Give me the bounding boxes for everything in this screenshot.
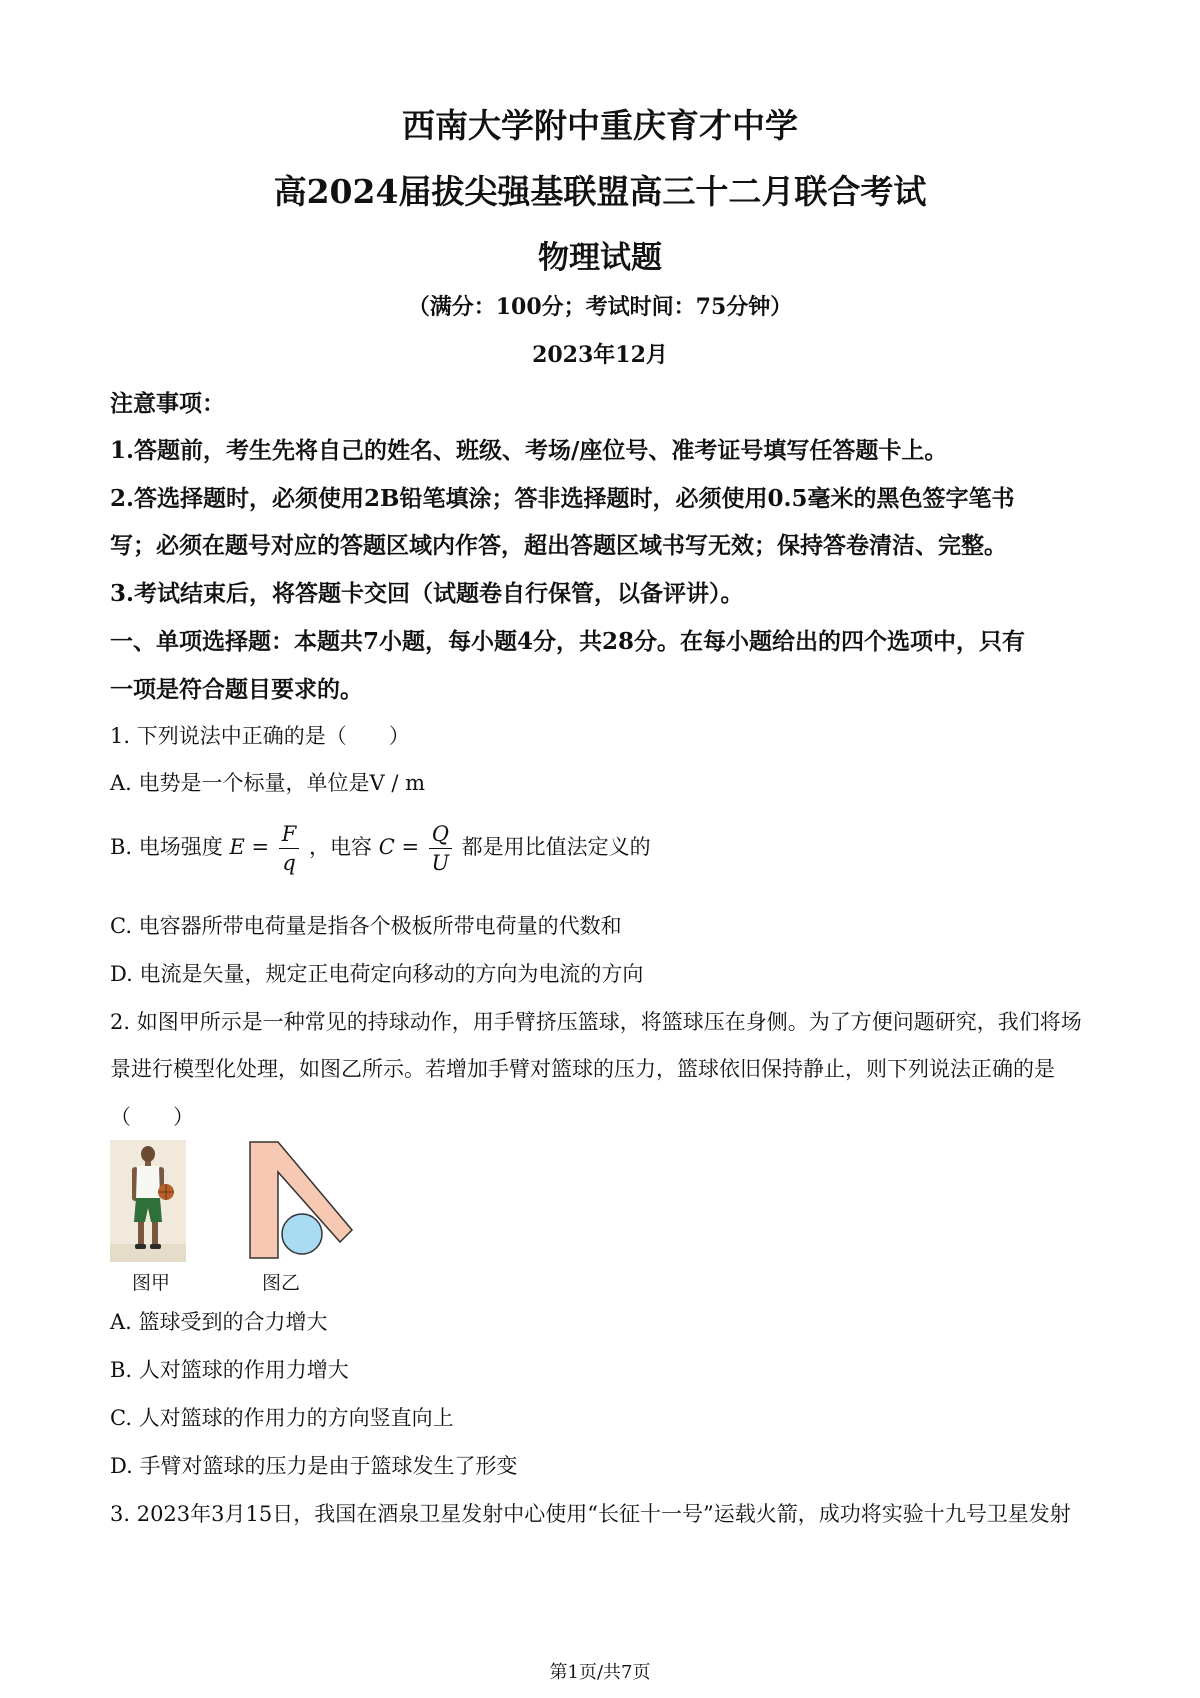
- q2-stem-line-2: 景进行模型化处理，如图乙所示。若增加手臂对篮球的压力，篮球依旧保持静止，则下列说法正确的是: [110, 1057, 1055, 1081]
- section-1-line-2: 一项是符合题目要求的。: [110, 676, 363, 703]
- basketball-circle: [282, 1214, 322, 1254]
- figure-a-photo: [110, 1140, 186, 1262]
- figure-b-diagram: [246, 1138, 356, 1262]
- formula-e-denominator: q: [282, 851, 296, 875]
- formula-c-numerator: Q: [429, 820, 452, 849]
- subject-title: 物理试题: [538, 240, 662, 276]
- q2-stem-line-1: 2. 如图甲所示是一种常见的持球动作，用手臂挤压篮球，将篮球压在身侧。为了方便问题研究，我们将场: [110, 1010, 1082, 1034]
- exam-date: 2023年12月: [532, 342, 668, 368]
- notice-item-1: 1.答题前，考生先将自己的姓名、班级、考场/座位号、准考证号填写任答题卡上。: [110, 437, 948, 464]
- notice-item-2-line-1: 2.答选择题时，必须使用2B铅笔填涂；答非选择题时，必须使用0.5毫米的黑色签字笔书: [110, 485, 1015, 512]
- figure-a-caption: 图甲: [132, 1272, 171, 1294]
- formula-c-denominator: U: [431, 851, 450, 875]
- arm-ball-model-diagram: [246, 1138, 356, 1262]
- q3-stem-line-1: 3. 2023年3月15日，我国在酒泉卫星发射中心使用“长征十一号”运载火箭，成功将实验十九号卫星发射: [110, 1502, 1071, 1526]
- q2-stem-line-3: （ ）: [110, 1105, 194, 1129]
- q1-stem: 1. 下列说法中正确的是（ ）: [110, 724, 410, 748]
- q2-option-a: A. 篮球受到的合力增大: [110, 1310, 328, 1334]
- q2-option-d: D. 手臂对篮球的压力是由于篮球发生了形变: [110, 1454, 518, 1478]
- q2-option-b: B. 人对篮球的作用力增大: [110, 1358, 349, 1382]
- q1-option-a: A. 电势是一个标量，单位是V / m: [110, 771, 426, 795]
- q1-option-b: [110, 820, 1100, 877]
- q2-option-c: C. 人对篮球的作用力的方向竖直向上: [110, 1406, 454, 1430]
- q1-option-b-prefix: B. 电场强度: [110, 835, 223, 859]
- q1-option-b-suffix: 都是用比值法定义的: [461, 835, 651, 859]
- exam-title: 高2024届拔尖强基联盟高三十二月联合考试: [273, 172, 927, 211]
- school-title: 西南大学附中重庆育才中学: [402, 106, 798, 145]
- score-time: （满分：100分；考试时间：75分钟）: [407, 294, 793, 320]
- formula-e-numerator: F: [279, 820, 300, 849]
- notice-item-3: 3.考试结束后，将答题卡交回（试题卷自行保管，以备评讲）。: [110, 580, 744, 607]
- formula-c-lhs: C =: [378, 835, 420, 859]
- formula-e-fraction: [279, 820, 300, 877]
- section-1-line-1: 一、单项选择题：本题共7小题，每小题4分，共28分。在每小题给出的四个选项中，只有: [110, 628, 1026, 655]
- formula-c-fraction: [429, 820, 452, 877]
- formula-e-lhs: E =: [229, 835, 270, 859]
- page-number: 第1页/共7页: [549, 1662, 651, 1683]
- q1-option-b-mid: ，电容: [309, 835, 373, 859]
- notice-heading: 注意事项：: [110, 390, 225, 417]
- figure-b-caption: 图乙: [262, 1272, 301, 1294]
- basketball-player-image: [110, 1140, 186, 1262]
- q1-option-c: C. 电容器所带电荷量是指各个极板所带电荷量的代数和: [110, 914, 622, 938]
- q1-option-d: D. 电流是矢量，规定正电荷定向移动的方向为电流的方向: [110, 962, 644, 986]
- notice-item-2-line-2: 写；必须在题号对应的答题区域内作答，超出答题区域书写无效；保持答卷清洁、完整。: [110, 532, 1007, 559]
